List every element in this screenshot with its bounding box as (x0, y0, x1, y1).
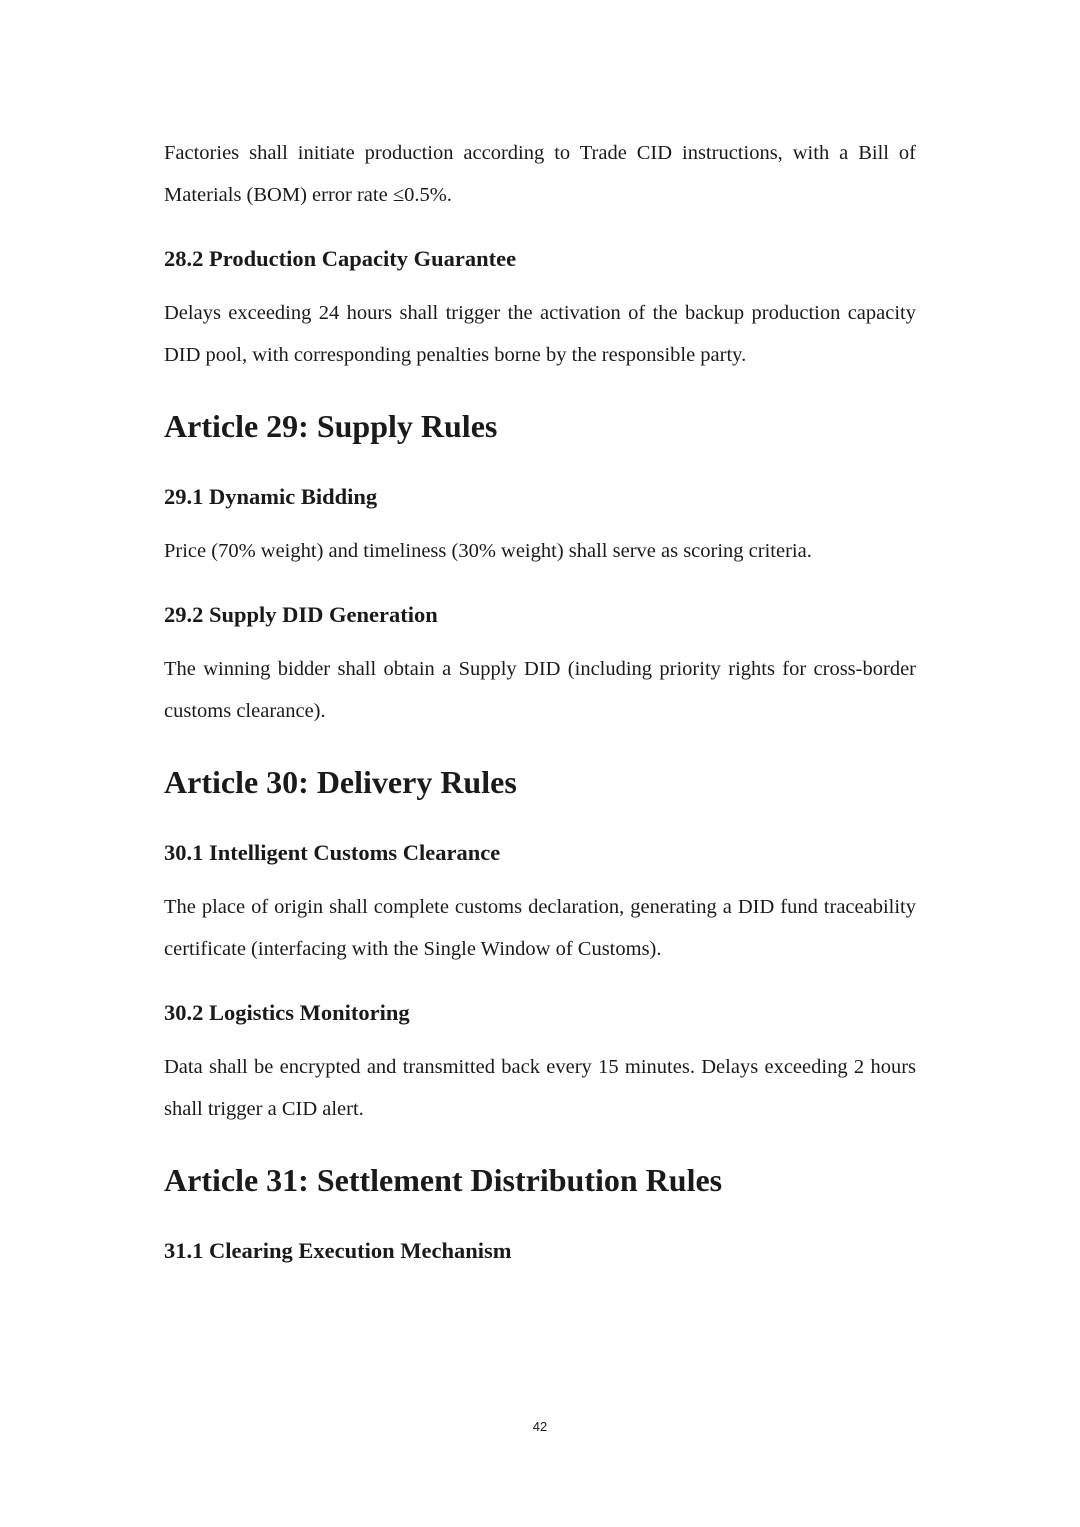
paragraph-29-1: Price (70% weight) and timeliness (30% weight) shall serve as scoring criteria. (164, 540, 812, 562)
page-number: 42 (532, 1419, 548, 1434)
paragraph-29-2: The winning bidder shall obtain a Supply DID (including priority rights for cross-border customs clearance). (164, 658, 916, 722)
section-heading-30-1: 30.1 Intelligent Customs Clearance (164, 840, 501, 865)
section-heading-30-2: 30.2 Logistics Monitoring (164, 1000, 410, 1025)
article-heading-29: Article 29: Supply Rules (164, 408, 498, 444)
paragraph-28-2: Delays exceeding 24 hours shall trigger the activation of the backup production capacity DID pool, with corresponding penalties borne by the responsible party. (164, 302, 916, 366)
article-heading-30: Article 30: Delivery Rules (164, 764, 517, 800)
article-heading-31: Article 31: Settlement Distribution Rules (164, 1162, 723, 1198)
section-heading-29-2: 29.2 Supply DID Generation (164, 602, 438, 627)
section-heading-29-1: 29.1 Dynamic Bidding (164, 484, 378, 509)
paragraph-30-2: Data shall be encrypted and transmitted back every 15 minutes. Delays exceeding 2 hours shall trigger a CID alert. (164, 1056, 916, 1120)
paragraph-30-1: The place of origin shall complete customs declaration, generating a DID fund traceability certificate (interfacing with the Single Window of Customs). (164, 896, 916, 960)
paragraph-28-1: Factories shall initiate production according to Trade CID instructions, with a Bill of Materials (BOM) error rate ≤0.5%. (164, 142, 916, 206)
section-heading-28-2: 28.2 Production Capacity Guarantee (164, 246, 517, 271)
section-heading-31-1: 31.1 Clearing Execution Mechanism (164, 1238, 512, 1263)
